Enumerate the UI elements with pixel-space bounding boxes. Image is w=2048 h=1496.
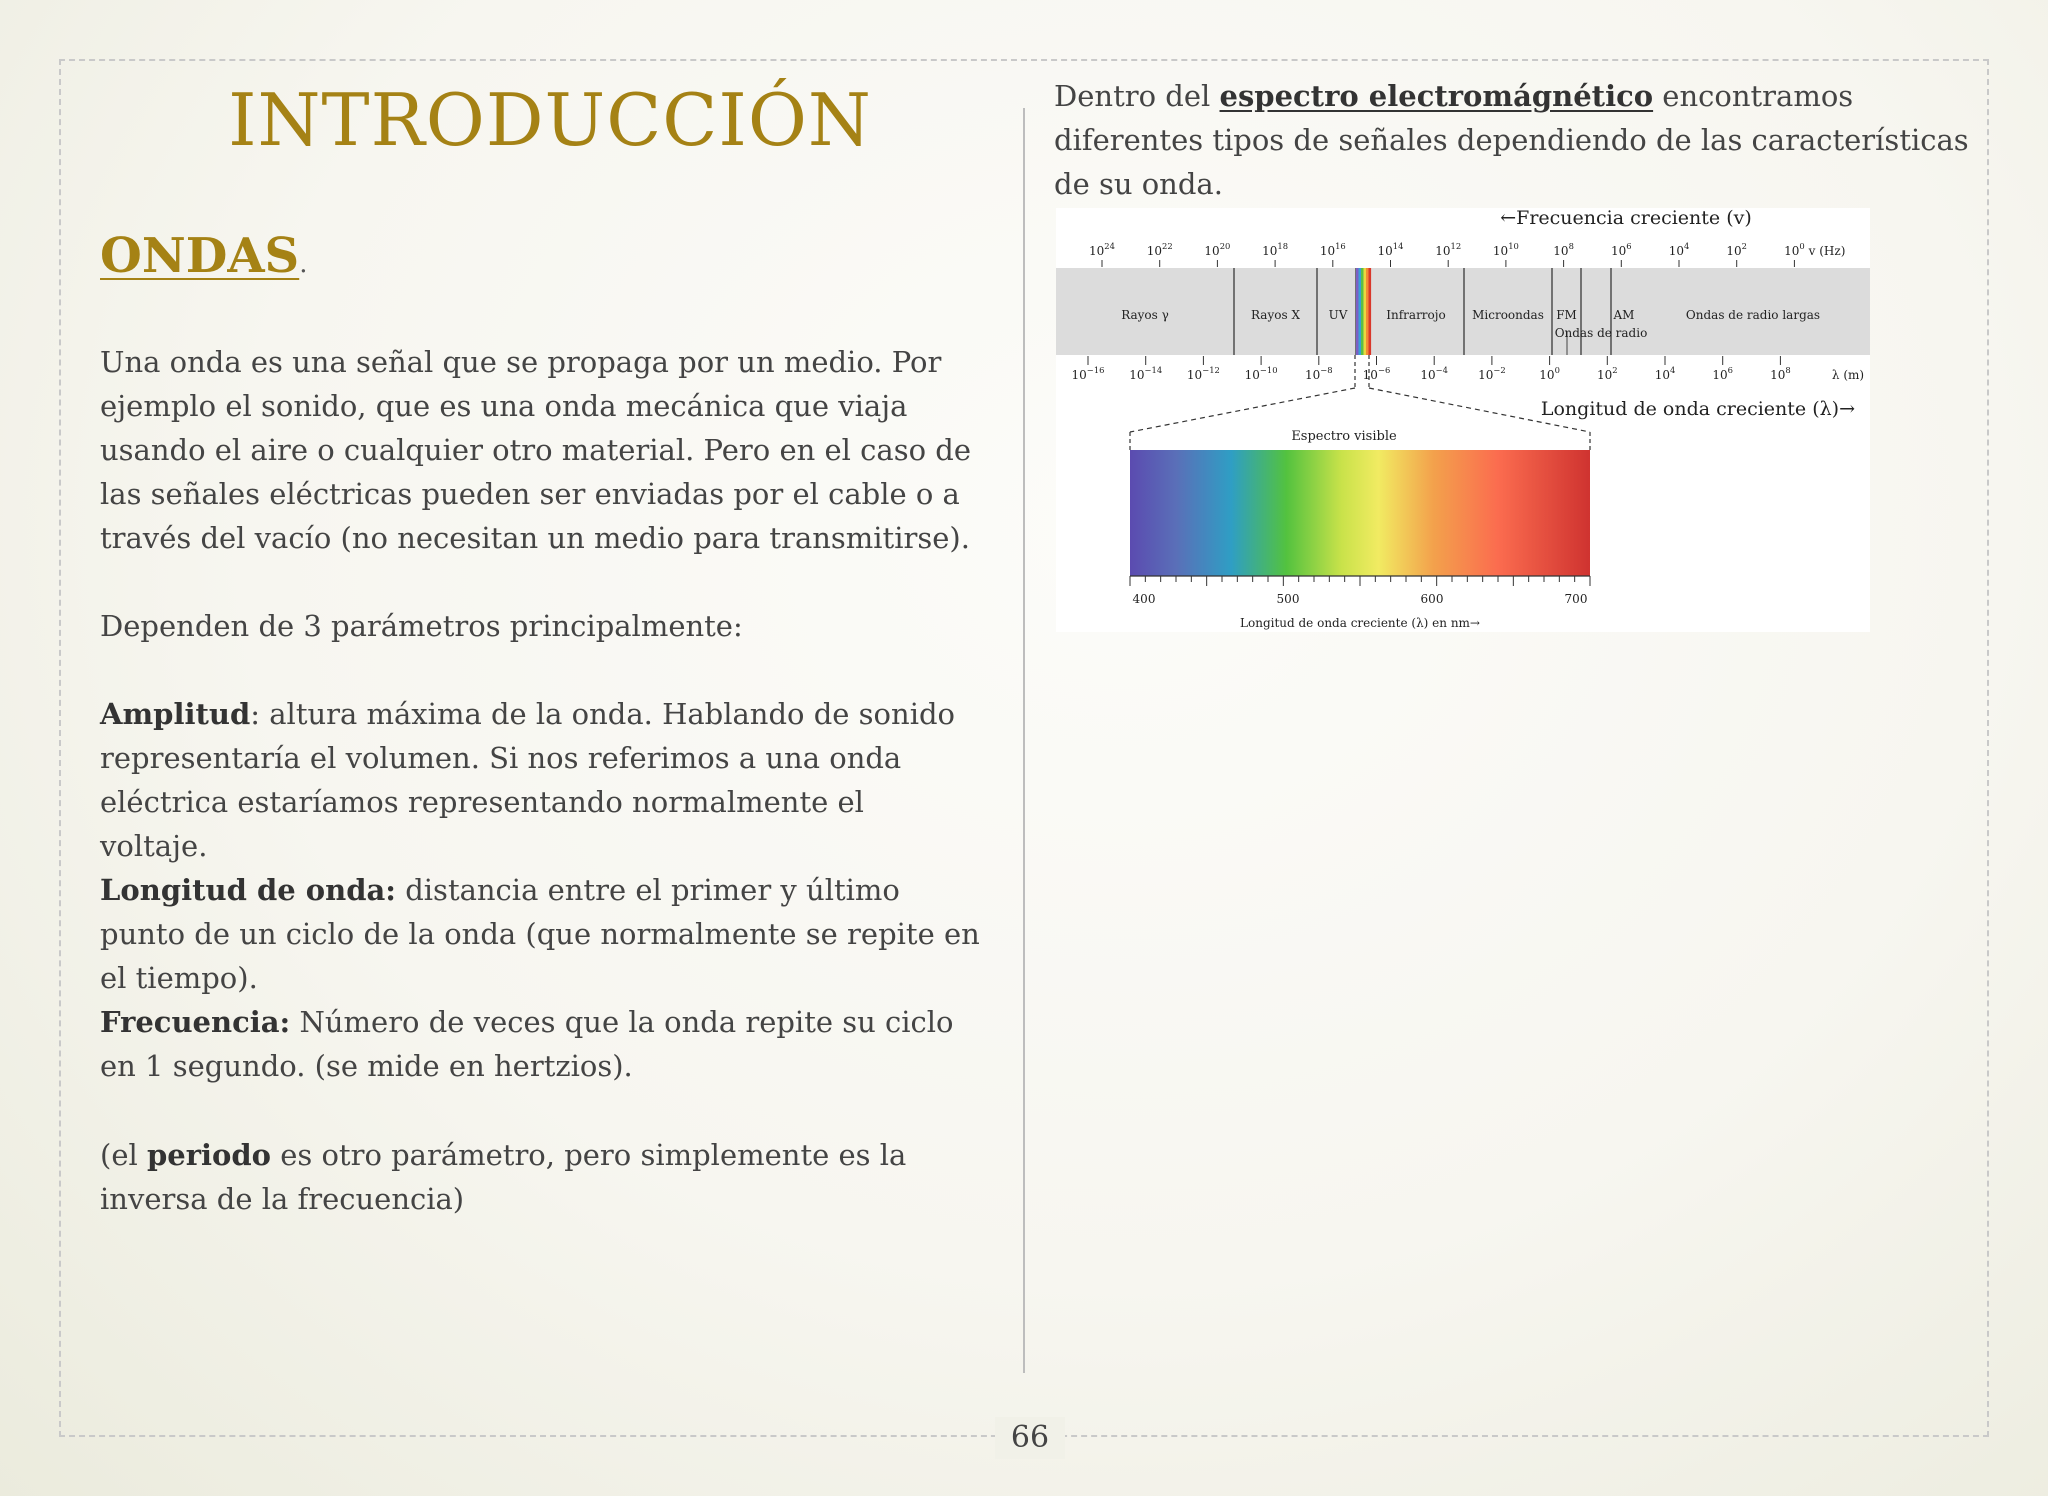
power-exponent: 18 [1277,241,1289,251]
waves-definition: Una onda es una señal que se propaga por un medio. Por ejemplo el sonido, que es una onda mecánica que viaja usando el aire o cualquier otro material. Pero en el caso de las señales eléctricas pueden ser enviadas por el cable o a través del vacío (no necesitan un medio para transmitirse). [100,345,971,555]
visible-band-stripe [1361,268,1364,355]
band-xray-label: Rayos X [1251,308,1300,322]
visible-band-stripe [1364,268,1367,355]
power-exponent: 2 [1741,241,1748,251]
power-base: 10 [1770,368,1786,382]
frequency-paragraph [100,1000,980,1088]
period-paragraph [100,1133,980,1221]
frequency-axis-title: ←Frecuencia creciente (v) [1500,208,1752,229]
power-base: 10 [1377,244,1393,258]
wavelength-axis-title: Longitud de onda creciente (λ)→ [1540,398,1855,420]
section-title [100,226,307,294]
amplitude-term: Amplitud [100,697,251,731]
power-exponent: −14 [1144,365,1163,375]
power-base: 10 [1420,368,1436,382]
band-gamma-label: Rayos γ [1121,308,1169,322]
band-uv-label: UV [1328,308,1348,322]
visible-band-stripe [1359,268,1362,355]
power-base: 10 [1654,368,1670,382]
power-base: 10 [1726,244,1742,258]
power-exponent: −2 [1493,365,1506,375]
power-base: 10 [1362,368,1378,382]
power-exponent: 4 [1683,241,1690,251]
spectrum-intro-pre: Dentro del [1054,79,1220,113]
parameters-intro: Dependen de 3 parámetros principalmente: [100,609,743,643]
section-title-dot: . [299,249,308,279]
power-base: 10 [1146,244,1163,258]
power-base: 10 [1596,368,1613,382]
visible-spectrum-title: Espectro visible [1291,429,1397,444]
power-exponent: 0 [1799,241,1805,251]
power-base: 10 [1262,244,1278,258]
visible-tick-label: 400 [1132,592,1156,606]
page-title: INTRODUCCIÓN [228,78,872,162]
visible-tick-label: 500 [1276,592,1300,606]
wavelength-text: distancia entre el primer y último punto de un ciclo de la onda (que normalmente se repite en el tiempo). [100,873,980,995]
section-title-text: ONDAS [100,228,300,284]
spectrum-intro [1054,74,1984,206]
period-pre: (el [100,1138,147,1172]
power-exponent: −12 [1202,365,1220,375]
power-exponent: −10 [1259,365,1278,375]
visible-tick-label: 700 [1564,592,1588,606]
visible-band-stripe [1369,268,1372,355]
power-exponent: 2 [1612,365,1618,375]
frequency-term: Frecuencia: [100,1005,291,1039]
power-exponent: 6 [1626,241,1632,251]
wavelength-term: Longitud de onda: [100,873,396,907]
band-infrared-label: Infrarrojo [1386,308,1446,322]
power-exponent: 22 [1162,241,1173,251]
power-base: 10 [1244,368,1260,382]
power-base: 10 [1492,244,1509,258]
power-exponent: 8 [1785,365,1791,375]
column-divider [1023,108,1025,1373]
power-exponent: 10 [1508,241,1519,251]
power-base: 10 [1204,244,1220,258]
power-exponent: −16 [1086,365,1105,375]
power-base: 10 [1539,368,1555,382]
power-base: 10 [1319,244,1336,258]
period-text: es otro parámetro, pero simplemente es la inversa de la frecuencia) [100,1138,907,1216]
visible-band-stripe [1366,268,1369,355]
band-am-label: AM [1613,308,1635,322]
spectrum-intro-post: encontramos diferentes tipos de señales dependiendo de las características de su onda. [1054,79,1969,201]
page-number: 66 [995,1417,1065,1459]
power-base: 10 [1478,368,1494,382]
power-base: 10 [1553,244,1569,258]
power-exponent: 16 [1335,241,1346,251]
band-long-radio-label: Ondas de radio largas [1685,308,1821,322]
power-base: 10 [1071,368,1087,382]
wavelength-unit: λ (m) [1831,368,1865,382]
power-exponent: 6 [1727,365,1734,375]
frequency-text: Número de veces que la onda repite su ciclo en 1 segundo. (se mide en hertzios). [100,1005,954,1083]
visible-band-stripe [1356,268,1359,355]
power-base: 10 [1784,244,1800,258]
amplitude-paragraph [100,692,980,868]
spectrum-figure [1056,208,1870,632]
power-base: 10 [1304,368,1321,382]
visible-spectrum-caption: Longitud de onda creciente (λ) en nm→ [1240,616,1480,630]
power-exponent: 12 [1450,241,1462,251]
amplitude-text: : altura máxima de la onda. Hablando de sonido representaría el volumen. Si nos referimos a una onda eléctrica estaríamos representando normalmente el voltaje. [100,697,955,863]
power-exponent: −4 [1435,365,1449,375]
power-exponent: 14 [1392,241,1404,251]
visible-spectrum-gradient [1130,450,1590,576]
power-base: 10 [1089,244,1105,258]
wavelength-paragraph [100,868,980,1000]
power-exponent: 20 [1219,241,1231,251]
power-base: 10 [1610,244,1627,258]
power-exponent: 24 [1104,241,1115,251]
power-exponent: −6 [1377,365,1391,375]
power-base: 10 [1712,368,1728,382]
power-base: 10 [1186,368,1203,382]
power-base: 10 [1435,244,1451,258]
spectrum-link[interactable]: espectro electromágnético [1219,79,1654,113]
band-radio-label: Ondas de radio [1554,326,1648,340]
frequency-unit: v (Hz) [1808,244,1846,258]
power-exponent: 8 [1568,241,1574,251]
power-base: 10 [1129,368,1145,382]
visible-tick-label: 600 [1420,592,1444,606]
band-microwave-label: Microondas [1472,308,1544,322]
period-term: periodo [146,1138,271,1172]
power-exponent: 4 [1669,365,1676,375]
power-base: 10 [1668,244,1684,258]
band-fm-label: FM [1556,308,1577,322]
power-exponent: 0 [1554,365,1560,375]
power-exponent: −8 [1320,365,1333,375]
